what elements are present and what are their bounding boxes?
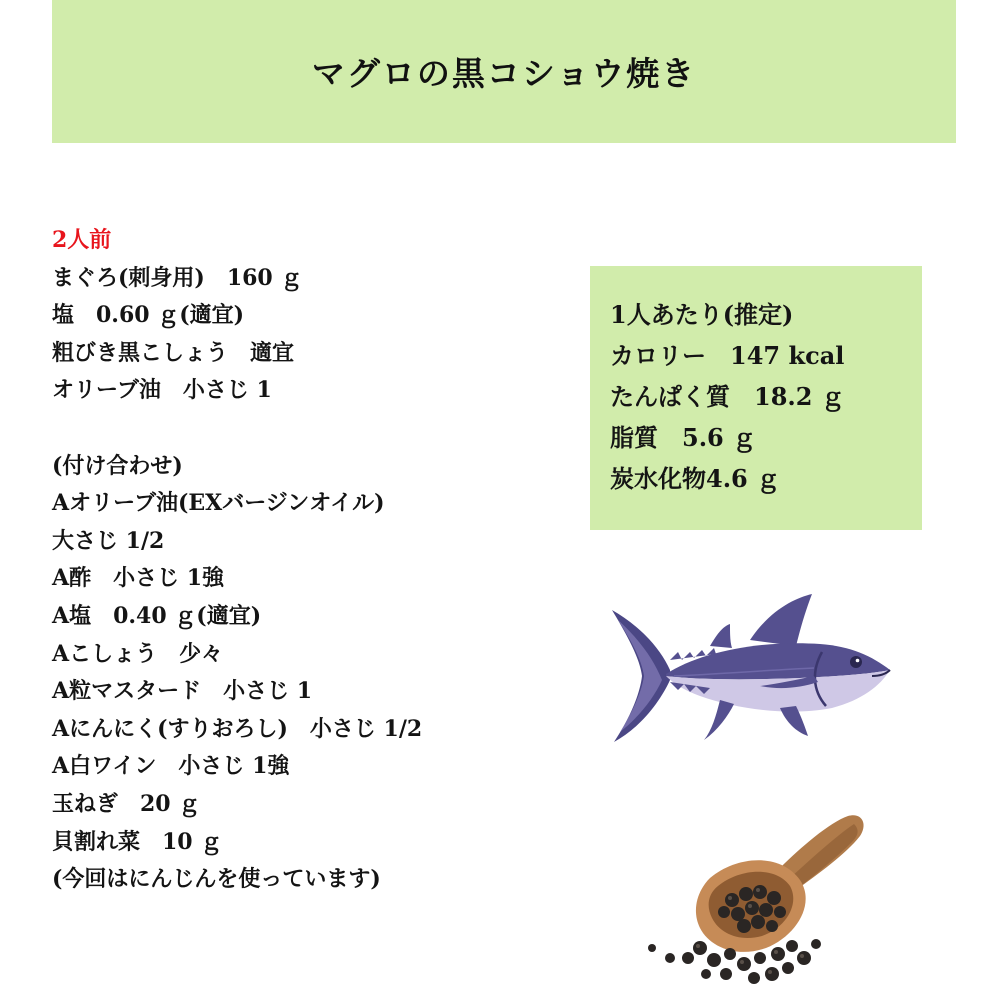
tuna-second-dorsal-fin bbox=[710, 624, 732, 648]
ingredient-line: まぐろ(刺身用) 160 ｇ bbox=[52, 264, 303, 291]
ingredient-line: Aにんにく(すりおろし) 小さじ 1/2 bbox=[52, 715, 423, 742]
ingredient-spacer bbox=[52, 410, 572, 448]
side-dish-heading: (付け合わせ) bbox=[52, 452, 183, 479]
tuna-ventral-fin bbox=[704, 700, 734, 740]
tuna-dorsal-fin bbox=[750, 594, 812, 646]
page-title: マグロの黒コショウ焼き bbox=[311, 54, 697, 93]
ingredient-line: 玉ねぎ 20 ｇ bbox=[52, 790, 201, 817]
nutrition-box bbox=[590, 266, 922, 530]
tuna-fish-illustration bbox=[600, 590, 900, 750]
nutrition-protein: たんぱく質 18.2 ｇ bbox=[610, 382, 845, 411]
ingredient-line: Aこしょう 少々 bbox=[52, 640, 224, 667]
ingredient-line: A塩 0.40 ｇ(適宜) bbox=[52, 602, 262, 629]
ingredient-line: Aオリーブ油(EXバージンオイル) bbox=[52, 490, 385, 517]
ingredient-note: (今回はにんじんを使っています) bbox=[52, 866, 381, 893]
title-banner bbox=[52, 0, 956, 143]
servings-label: 2人前 bbox=[52, 227, 112, 253]
ingredient-line: オリーブ油 小さじ 1 bbox=[52, 377, 272, 404]
tuna-tail bbox=[612, 610, 670, 742]
ingredient-line: 貝割れ菜 10 ｇ bbox=[52, 828, 223, 855]
ingredient-line: A白ワイン 小さじ 1強 bbox=[52, 753, 290, 780]
ingredient-line: 塩 0.60 ｇ(適宜) bbox=[52, 302, 245, 329]
nutrition-carbs: 炭水化物4.6 ｇ bbox=[610, 464, 781, 493]
nutrition-calories: カロリー 147 kcal bbox=[610, 341, 845, 370]
ingredient-line: A酢 小さじ 1強 bbox=[52, 565, 225, 592]
ingredient-line: A粒マスタード 小さじ 1 bbox=[52, 678, 313, 705]
black-pepper-scoop-illustration bbox=[640, 808, 870, 988]
nutrition-fat: 脂質 5.6 ｇ bbox=[610, 423, 757, 452]
ingredient-line: 大さじ 1/2 bbox=[52, 527, 165, 554]
tuna-eye-highlight bbox=[856, 659, 860, 663]
tuna-eye bbox=[850, 656, 862, 668]
nutrition-heading: 1人あたり(推定) bbox=[610, 300, 794, 329]
ingredients-list bbox=[52, 222, 572, 899]
ingredient-line: 粗びき黒こしょう 適宜 bbox=[52, 339, 295, 366]
